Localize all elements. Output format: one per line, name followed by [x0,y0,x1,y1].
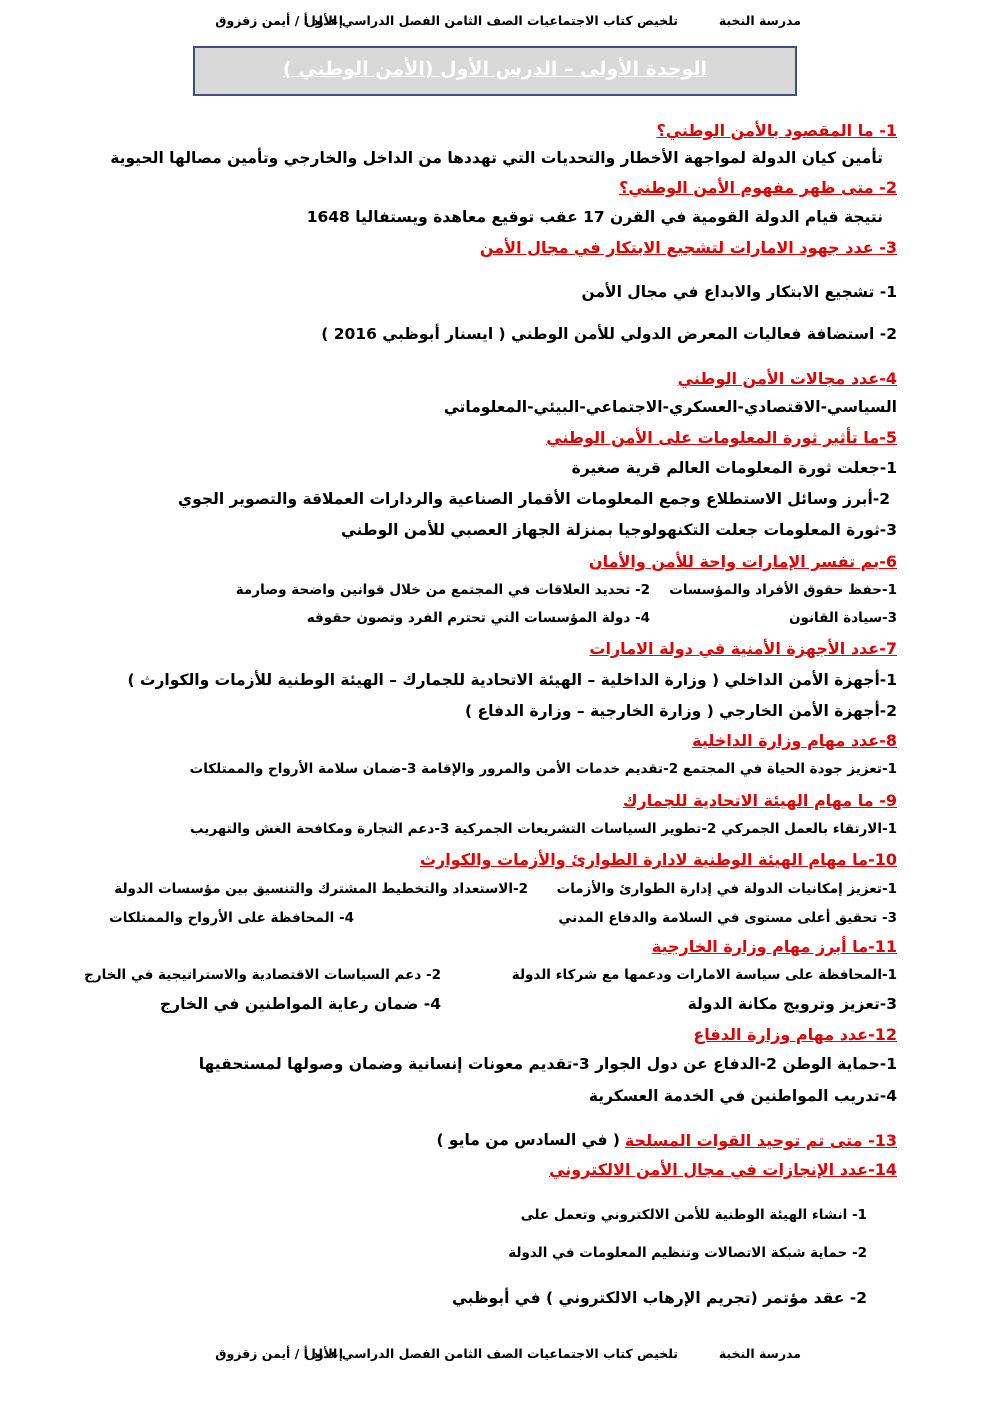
answer-13: ( في السادس من مايو ) [436,1131,620,1149]
answer-14-1: 1- انشاء الهيئة الوطنية للأمن الالكتروني وتعمل على [520,1207,867,1223]
question-8: 8-عدد مهام وزارة الداخلية [692,731,897,750]
question-5: 5-ما تأثير ثورة المعلومات على الأمن الوطني [546,428,897,447]
answer-7-1: 1-أجهزة الأمن الداخلي ( وزارة الداخلية – الهيئة الاتحادية للجمارك – الهيئة الوطنية للأزمات والكوارث ) [127,671,897,689]
answer-1: تأمين كيان الدولة لمواجهة الأخطار والتحديات التي تهددها من الداخل والخارجي وتأمين مصالها الحيوية [110,149,883,167]
footer-author: إعداد أ / أيمن زقزوق [215,1346,343,1361]
question-2: 2- متى ظهر مفهوم الأمن الوطني؟ [619,178,897,197]
question-9: 9- ما مهام الهيئة الاتحادية للجمارك [622,791,897,810]
answer-14-3: 2- عقد مؤتمر (تجريم الإرهاب الالكتروني ) في أبوظبي [451,1289,867,1307]
page-footer [0,1346,992,1368]
answer-10-4: 4- المحافظة على الأرواح والممتلكات [109,910,354,926]
question-7: 7-عدد الأجهزة الأمنية في دولة الامارات [589,639,897,658]
answer-10-3: 3- تحقيق أعلى مستوى في السلامة والدفاع المدني [558,910,897,926]
answer-11-3: 3-تعزيز وترويج مكانة الدولة [687,995,897,1013]
answer-9: 1-الارتقاء بالعمل الجمركي 2-تطوير السياسات التشريعات الجمركية 3-دعم التجارة ومكافحة الغش والتهريب [189,821,897,837]
answer-5-1: 1-جعلت ثورة المعلومات العالم قرية صغيرة [571,459,897,477]
question-3: 3- عدد جهود الامارات لتشجيع الابتكار في مجال الأمن [479,238,897,257]
answer-3-1: 1- تشجيع الابتكار والابداع في مجال الأمن [581,283,897,301]
answer-11-2: 2- دعم السياسات الاقتصادية والاستراتيجية في الخارج [84,967,441,983]
answer-4: السياسي-الاقتصادي-العسكري-الاجتماعي-البيئي-المعلوماتي [443,398,897,416]
answer-6-1: 1-حفظ حقوق الأفراد والمؤسسات [669,582,897,598]
answer-2: نتيجة قيام الدولة القومية في القرن 17 عقب توقيع معاهدة ويستفاليا 1648 [306,208,883,226]
page-header [0,13,992,35]
header-subject: تلخيص كتاب الاجتماعيات الصف الثامن الفصل الدراسي الأول [305,13,678,28]
question-14: 14-عدد الإنجازات في مجال الأمن الالكتروني [549,1160,897,1179]
question-11: 11-ما أبرز مهام وزارة الخارجية [651,937,897,956]
footer-subject: تلخيص كتاب الاجتماعيات الصف الثامن الفصل الدراسي الأول [305,1346,678,1361]
answer-8: 1-تعزيز جودة الحياة في المجتمع 2-تقديم خدمات الأمن والمرور والإقامة 3-ضمان سلامة الأرواح والممتلكات [189,761,897,777]
answer-10-1: 1-تعزيز إمكانيات الدولة في إدارة الطوارئ والأزمات [556,881,897,897]
answer-6-3: 3-سيادة القانون [789,610,897,626]
answer-11-4: 4- ضمان رعاية المواطنين في الخارج [160,995,441,1013]
answer-3-2: 2- استضافة فعاليات المعرض الدولي للأمن الوطني ( ايسنار أبوظبي 2016 ) [321,325,897,343]
answer-12-2: 4-تدريب المواطنين في الخدمة العسكرية [588,1087,897,1105]
question-10: 10-ما مهام الهيئة الوطنية لادارة الطوارئ والأزمات والكوارث [419,850,897,869]
lesson-title: الوحدة الأولى – الدرس الأول (الأمن الوطني ) [282,58,708,80]
answer-14-2: 2- حماية شبكة الاتصالات وتنظيم المعلومات في الدولة [508,1245,867,1261]
question-12: 12-عدد مهام وزارة الدفاع [693,1025,897,1044]
footer-school: مدرسة النخبة [718,1346,801,1361]
answer-5-3: 3-ثورة المعلومات جعلت التكنهولوجيا بمنزلة الجهاز العصبي للأمن الوطني [340,521,897,539]
answer-6-2: 2- تحديد العلاقات في المجتمع من خلال قوانين واضحة وصارمة [235,582,650,598]
answer-12-1: 1-حماية الوطن 2-الدفاع عن دول الجوار 3-تقديم معونات إنسانية وضمان وصولها لمستحقيها [198,1055,897,1073]
header-school: مدرسة النخبة [718,13,801,28]
answer-10-2: 2-الاستعداد والتخطيط المشترك والتنسيق بين مؤسسات الدولة [114,881,528,897]
lesson-title-box [193,46,797,96]
question-13: 13- متى تم توحيد القوات المسلحة [624,1131,897,1150]
answer-11-1: 1-المحافظة على سياسة الامارات ودعمها مع شركاء الدولة [511,967,897,983]
question-4: 4-عدد مجالات الأمن الوطني [677,369,897,388]
question-1: 1- ما المقصود بالأمن الوطني؟ [656,121,897,140]
answer-6-4: 4- دولة المؤسسات التي تحترم الفرد وتصون حقوقه [306,610,650,626]
question-6: 6-بم تفسر الإمارات واحة للأمن والأمان [588,552,897,571]
answer-7-2: 2-أجهزة الأمن الخارجي ( وزارة الخارجية – وزارة الدفاع ) [465,702,897,720]
header-author: إعداد أ / أيمن زقزوق [215,13,343,28]
answer-5-2: 2-أبرز وسائل الاستطلاع وجمع المعلومات الأقمار الصناعية والردارات العملاقة والتصوير الجوي [177,490,890,508]
